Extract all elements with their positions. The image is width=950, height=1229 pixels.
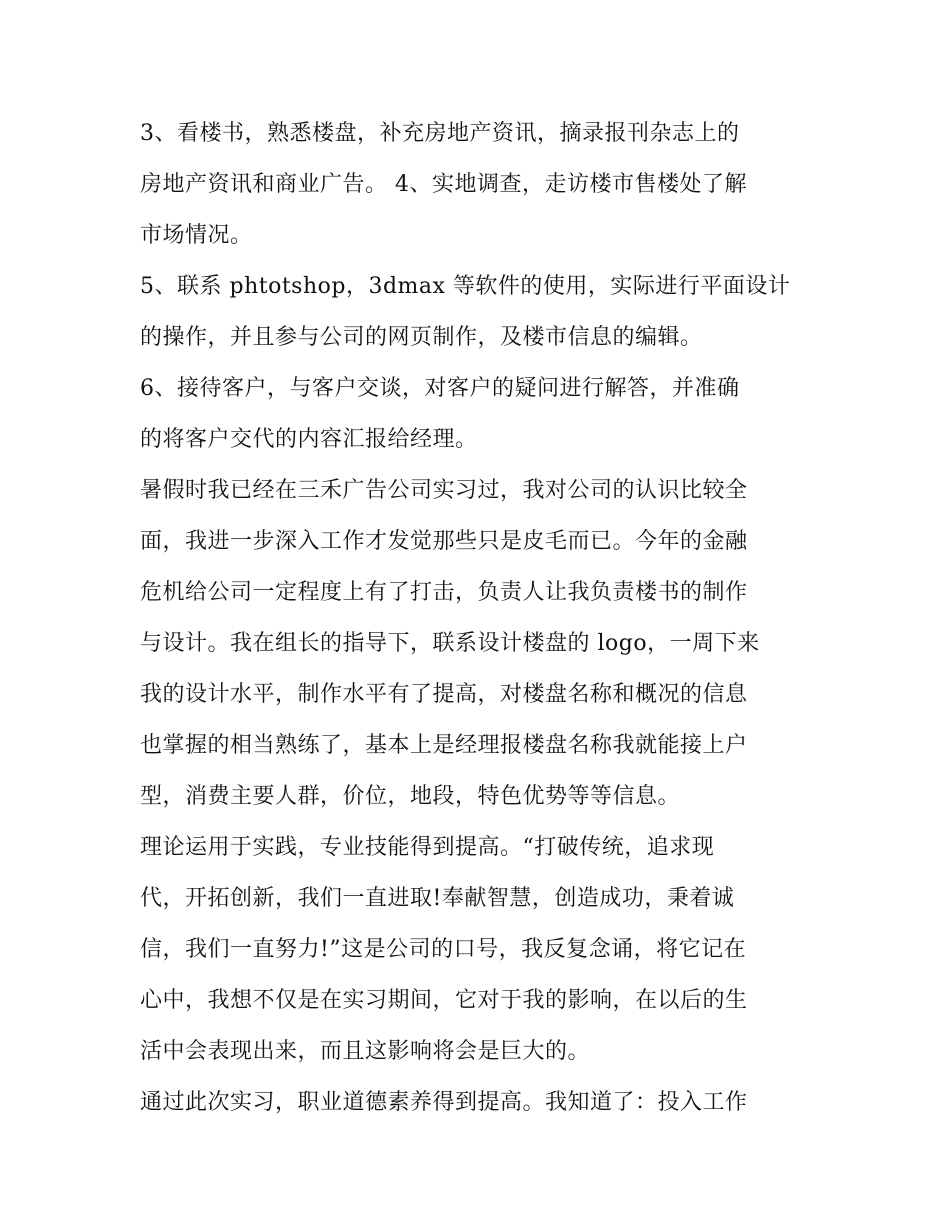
body-text (140, 108, 820, 1128)
text-line: 的操作，并且参与公司的网页制作，及楼市信息的编辑。 (140, 325, 703, 350)
text-line: 暑假时我已经在三禾广告公司实习过，我对公司的认识比较全 (140, 478, 748, 503)
text-line: 面，我进一步深入工作才发觉那些只是皮毛而已。今年的金融 (140, 529, 748, 554)
text-line: 房地产资讯和商业广告。 4、实地调查，走访楼市售楼处了解 (140, 172, 747, 197)
text-line: 6、接待客户，与客户交谈，对客户的疑问进行解答，并准确 (140, 376, 740, 401)
text-line: 的将客户交代的内容汇报给经理。 (140, 427, 478, 452)
text-line: 5、联系 phtotshop，3dmax 等软件的使用，实际进行平面设计 (140, 274, 791, 299)
text-line: 心中，我想不仅是在实习期间，它对于我的影响，在以后的生 (140, 988, 748, 1013)
text-line: 与设计。我在组长的指导下，联系设计楼盘的 logo，一周下来 (140, 631, 760, 656)
text-line: 我的设计水平，制作水平有了提高，对楼盘名称和概况的信息 (140, 682, 748, 707)
text-line: 理论运用于实践，专业技能得到提高。“打破传统，追求现 (140, 835, 715, 860)
text-line: 市场情况。 (140, 223, 253, 248)
text-line: 也掌握的相当熟练了，基本上是经理报楼盘名称我就能接上户 (140, 733, 748, 758)
text-line: 活中会表现出来，而且这影响将会是巨大的。 (140, 1039, 591, 1064)
text-line: 代，开拓创新，我们一直进取!奉献智慧，创造成功，秉着诚 (140, 886, 735, 911)
text-line: 3、看楼书，熟悉楼盘，补充房地产资讯，摘录报刊杂志上的 (140, 121, 740, 146)
text-line: 信，我们一直努力!”这是公司的口号，我反复念诵，将它记在 (140, 937, 747, 962)
text-line: 危机给公司一定程度上有了打击，负责人让我负责楼书的制作 (140, 580, 748, 605)
text-line: 型，消费主要人群，价位，地段，特色优势等等信息。 (140, 784, 681, 809)
text-line: 通过此次实习，职业道德素养得到提高。我知道了：投入工作 (140, 1090, 748, 1115)
